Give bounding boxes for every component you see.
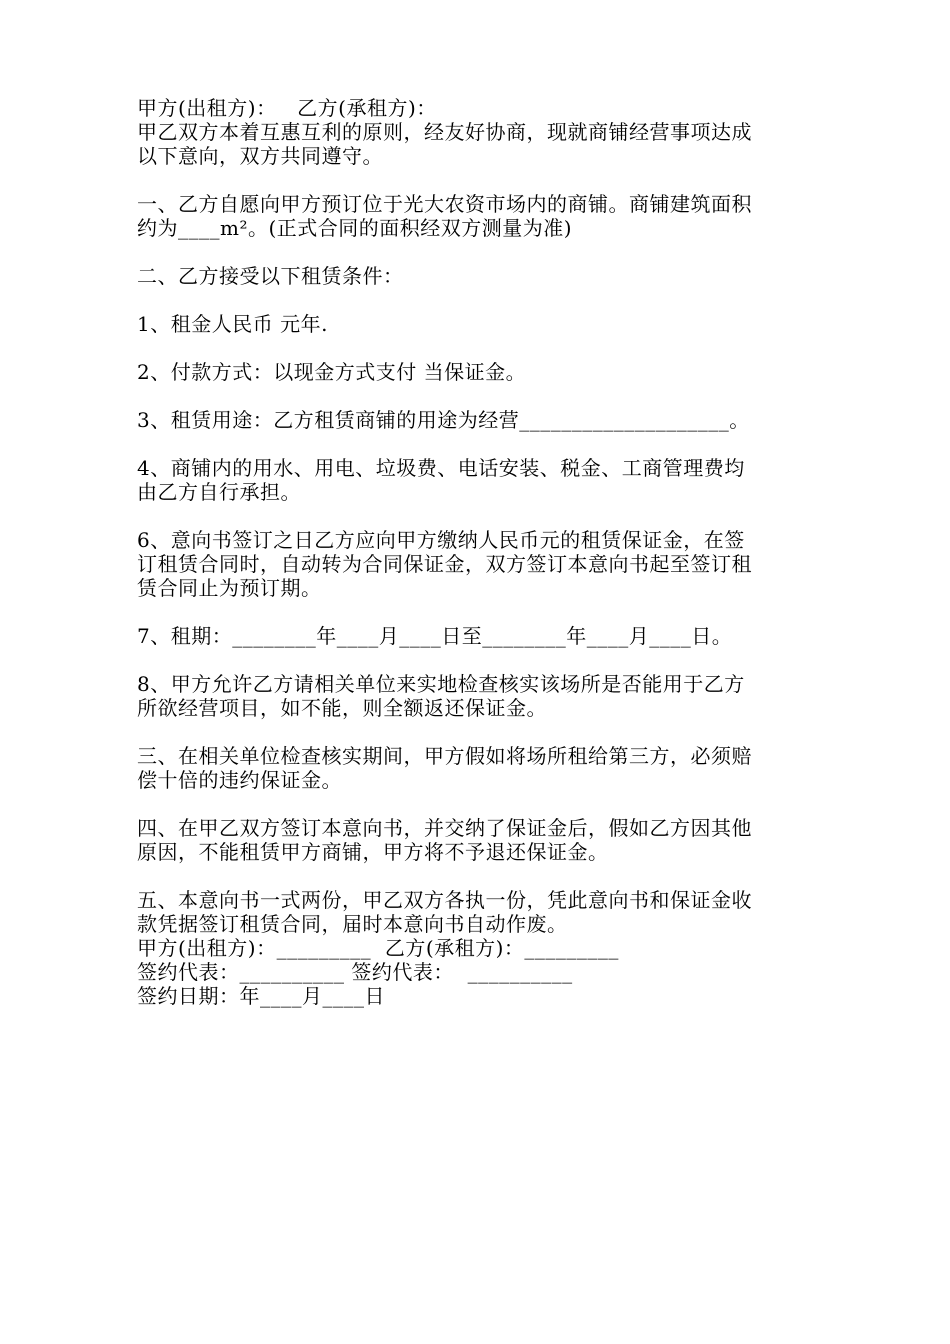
clause-1-line-1: 一、乙方自愿向甲方预订位于光大农资市场内的商铺。商铺建筑面积 [137, 192, 752, 216]
clause-5-line-1: 五、本意向书一式两份，甲乙双方各执一份，凭此意向书和保证金收 [137, 888, 752, 912]
clause-5-line-2: 款凭据签订租赁合同，届时本意向书自动作废。 [137, 912, 568, 936]
signature-representatives: 签约代表：__________ 签约代表： __________ [137, 960, 573, 984]
intro-line-1: 甲乙双方本着互惠互利的原则，经友好协商，现就商铺经营事项达成 [137, 120, 752, 144]
item-4-line-1: 4、商铺内的用水、用电、垃圾费、电话安装、税金、工商管理费均 [137, 456, 745, 480]
item-7: 7、租期：________年____月____日至________年____月____日。 [137, 624, 733, 648]
clause-2: 二、乙方接受以下租赁条件： [137, 264, 404, 288]
item-6-line-2: 订租赁合同时，自动转为合同保证金，双方签订本意向书起至签订租 [137, 552, 752, 576]
item-8-line-2: 所欲经营项目，如不能，则全额返还保证金。 [137, 696, 547, 720]
item-6-line-1: 6、意向书签订之日乙方应向甲方缴纳人民币元的租赁保证金，在签 [137, 528, 745, 552]
document-body [137, 96, 817, 1008]
item-1: 1、租金人民币 元年. [137, 312, 328, 336]
clause-4-line-2: 原因，不能租赁甲方商铺，甲方将不予退还保证金。 [137, 840, 609, 864]
item-8-line-1: 8、甲方允许乙方请相关单位来实地检查核实该场所是否能用于乙方 [137, 672, 745, 696]
clause-3-line-2: 偿十倍的违约保证金。 [137, 768, 342, 792]
clause-1-line-2: 约为____m²。(正式合同的面积经双方测量为准) [137, 216, 573, 240]
parties-header: 甲方(出租方)： 乙方(承租方)： [137, 96, 437, 120]
clause-3-line-1: 三、在相关单位检查核实期间，甲方假如将场所租给第三方，必须赔 [137, 744, 752, 768]
item-3: 3、租赁用途：乙方租赁商铺的用途为经营____________________。 [137, 408, 750, 432]
signature-parties: 甲方(出租方)：_________ 乙方(承租方)：_________ [137, 936, 619, 960]
signature-date: 签约日期：年____月____日 [137, 984, 385, 1008]
clause-4-line-1: 四、在甲乙双方签订本意向书，并交纳了保证金后，假如乙方因其他 [137, 816, 752, 840]
item-4-line-2: 由乙方自行承担。 [137, 480, 301, 504]
intro-line-2: 以下意向，双方共同遵守。 [137, 144, 383, 168]
item-2: 2、付款方式：以现金方式支付 当保证金。 [137, 360, 527, 384]
item-6-line-3: 赁合同止为预订期。 [137, 576, 322, 600]
